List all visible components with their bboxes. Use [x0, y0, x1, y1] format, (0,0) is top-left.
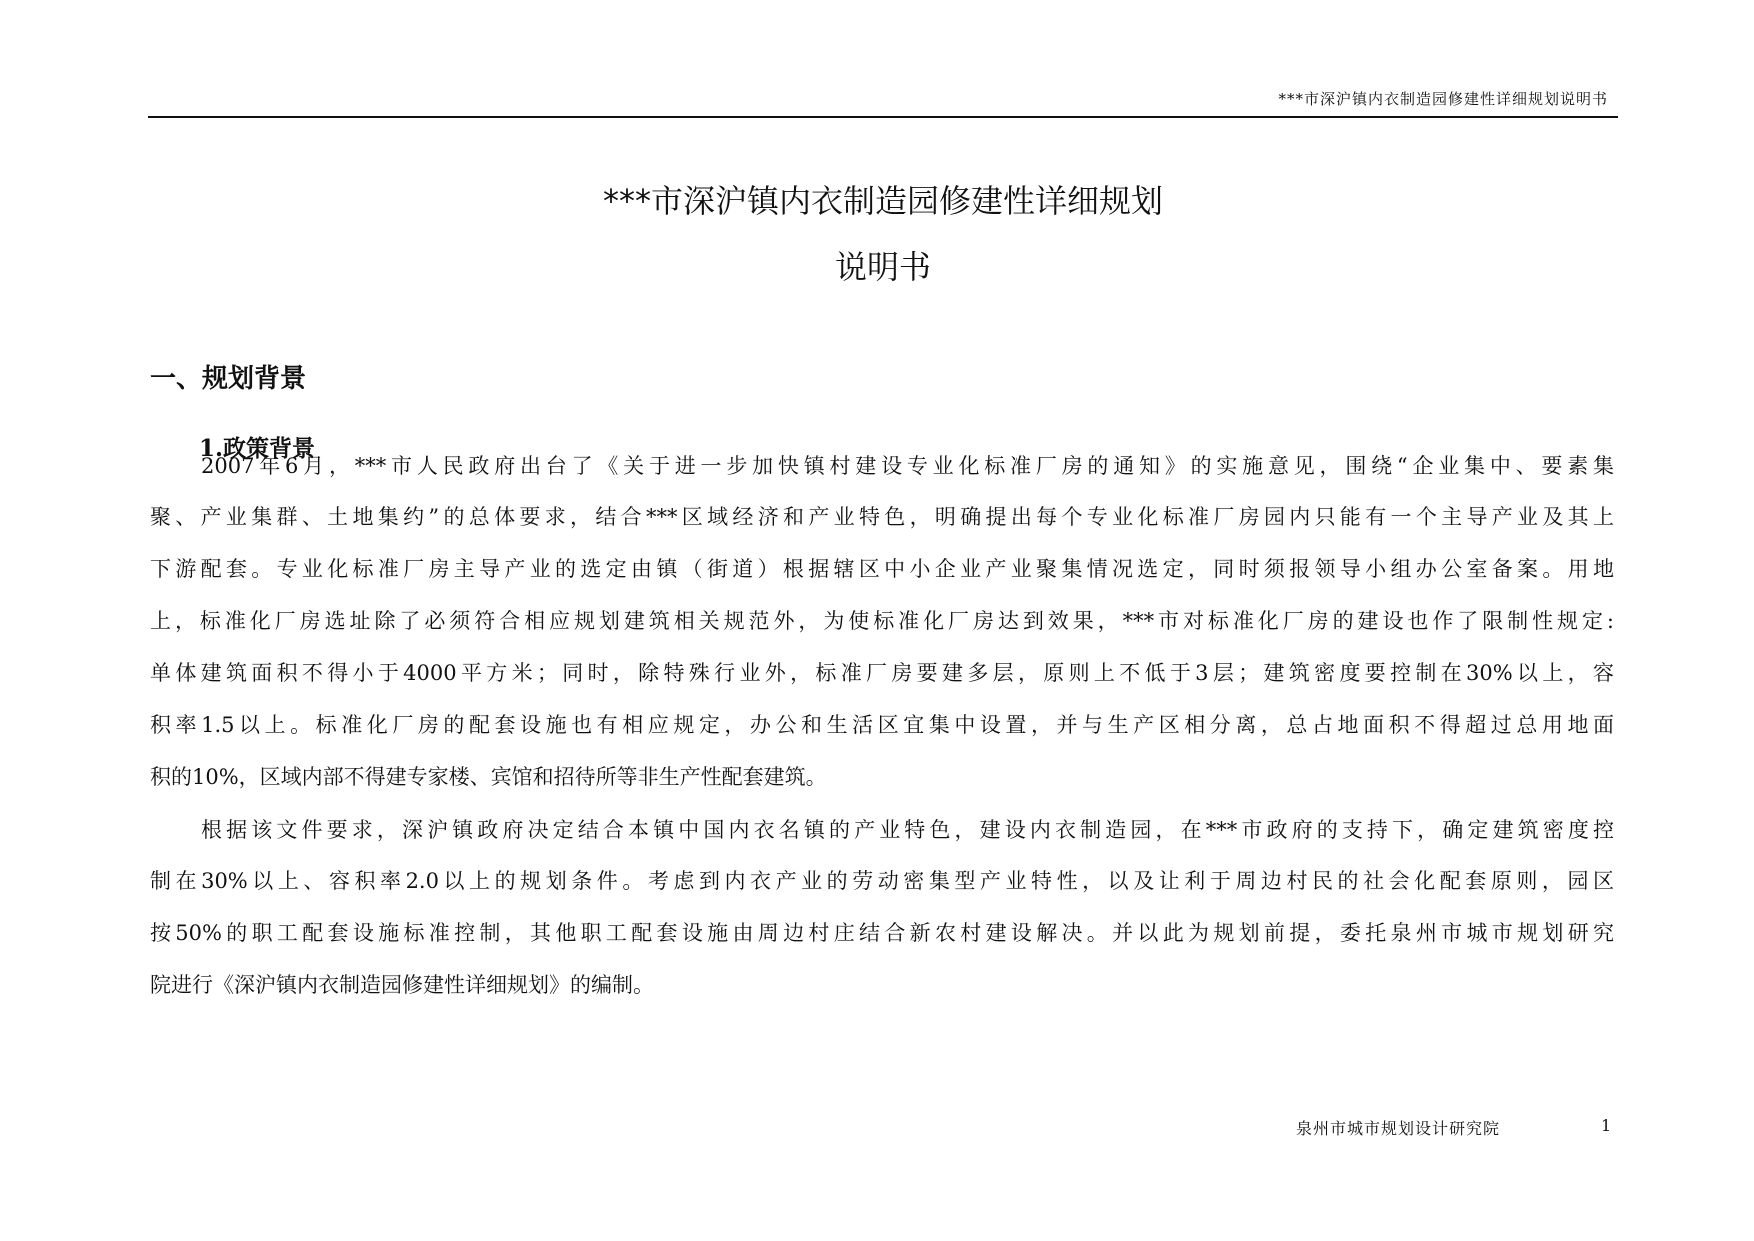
paragraph-1-line: 积的10%，区域内部不得建专家楼、宾馆和招待所等非生产性配套建筑。: [150, 765, 827, 789]
paragraph-1-line: 2007年6月，***市人民政府出台了《关于进一步加快镇村建设专业化标准厂房的通知》的实施意见，围绕“企业集中、要素集: [201, 454, 1614, 478]
subsection-heading: 1.政策背景: [199, 435, 316, 462]
document-subtitle: 说明书: [834, 248, 931, 286]
paragraph-1-line: 单体建筑面积不得小于4000平方米；同时，除特殊行业外，标准厂房要建多层，原则上不低于3层；建筑密度要控制在30%以上，容: [150, 661, 1614, 685]
paragraph-1-line: 下游配套。专业化标准厂房主导产业的选定由镇（街道）根据辖区中小企业产业聚集情况选定，同时须报领导小组办公室备案。用地: [150, 557, 1614, 581]
paragraph-2-line: 按50%的职工配套设施标准控制，其他职工配套设施由周边村庄结合新农村建设解决。并以此为规划前提，委托泉州市城市规划研究: [150, 921, 1614, 945]
running-header-title: ***市深沪镇内衣制造园修建性详细规划说明书: [1278, 90, 1608, 108]
section-heading: 一、规划背景: [150, 364, 307, 394]
paragraph-2-line: 根据该文件要求，深沪镇政府决定结合本镇中国内衣名镇的产业特色，建设内衣制造园，在***市政府的支持下，确定建筑密度控: [201, 818, 1614, 842]
paragraph-2-line: 制在30%以上、容积率2.0以上的规划条件。考虑到内衣产业的劳动密集型产业特性，以及让利于周边村民的社会化配套原则，园区: [150, 869, 1614, 893]
paragraph-1-line: 上，标准化厂房选址除了必须符合相应规划建筑相关规范外，为使标准化厂房达到效果，***市对标准化厂房的建设也作了限制性规定:: [150, 609, 1614, 633]
running-header: [148, 86, 1618, 118]
footer-organization: 泉州市城市规划设计研究院: [1296, 1119, 1501, 1138]
paragraph-1-line: 积率1.5以上。标准化厂房的配套设施也有相应规定，办公和生活区宜集中设置，并与生产区相分离，总占地面积不得超过总用地面: [150, 713, 1614, 737]
paragraph-1-line: 聚、产业集群、土地集约”的总体要求，结合***区域经济和产业特色，明确提出每个专业化标准厂房园内只能有一个主导产业及其上: [150, 505, 1614, 529]
page-number: 1: [1601, 1116, 1612, 1135]
document-title: ***市深沪镇内衣制造园修建性详细规划: [602, 182, 1163, 220]
paragraph-2-line: 院进行《深沪镇内衣制造园修建性详细规划》的编制。: [150, 973, 654, 997]
